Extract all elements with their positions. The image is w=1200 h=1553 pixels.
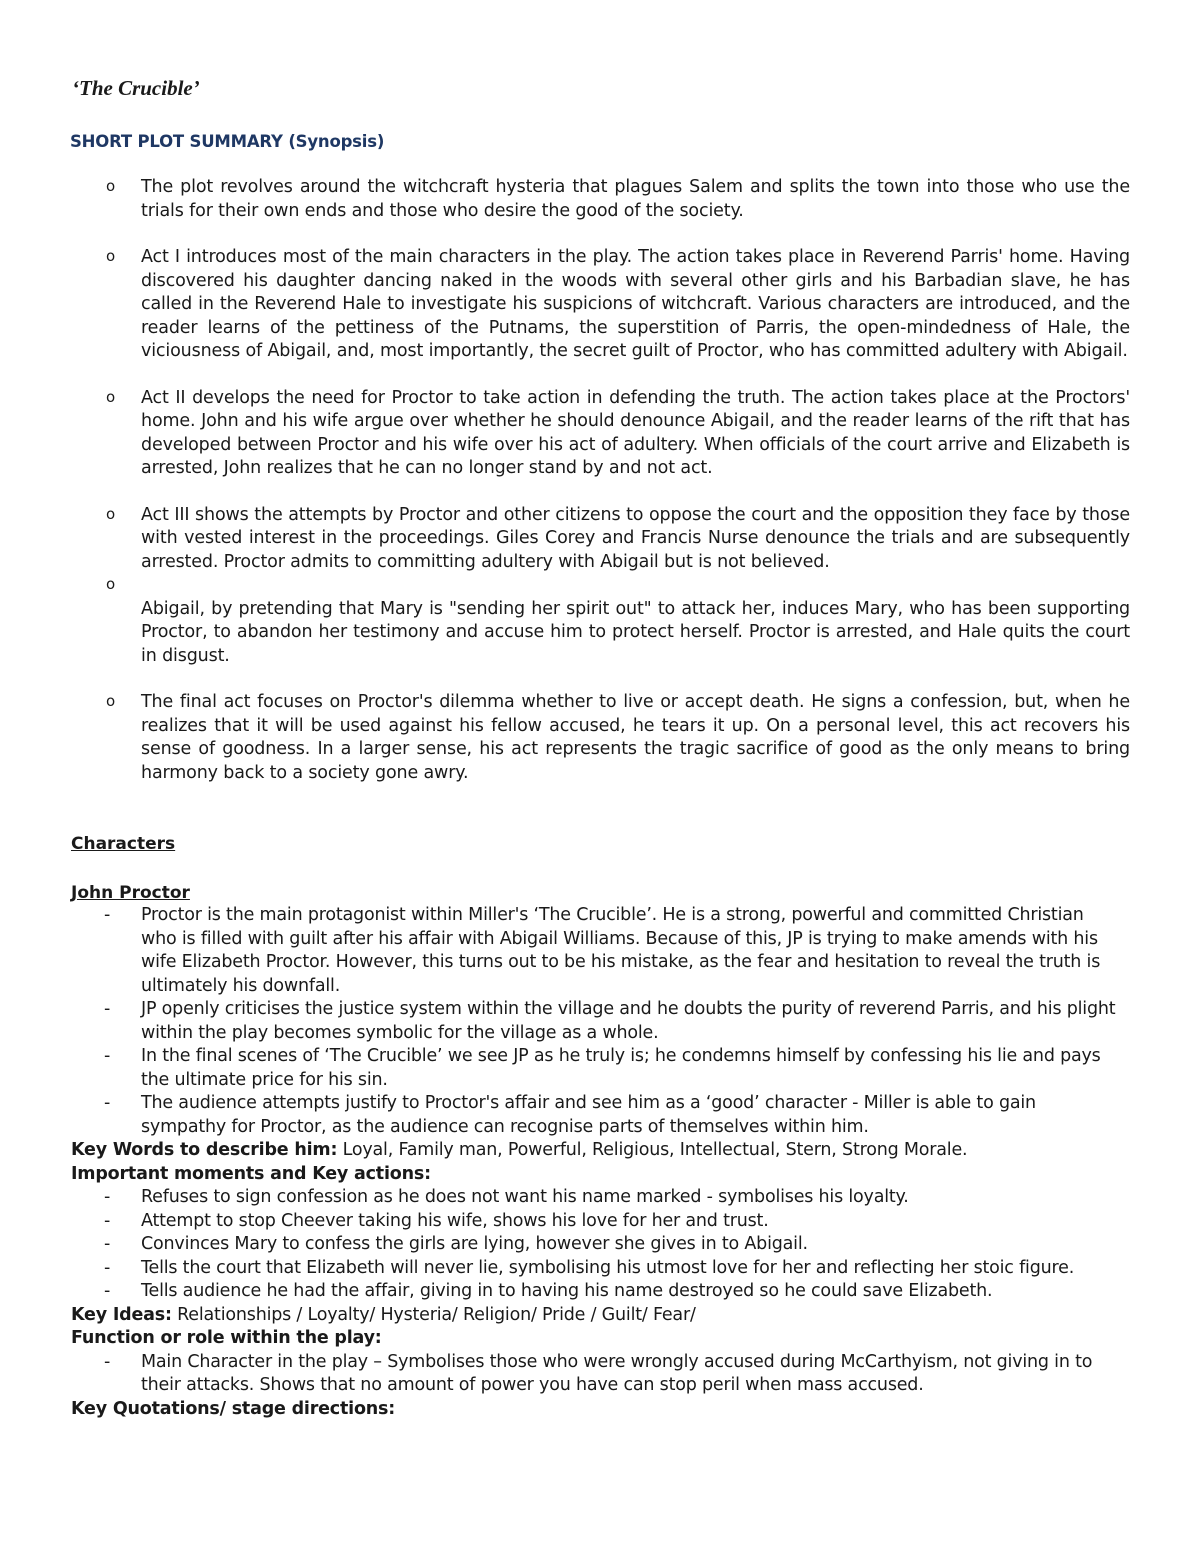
- moment-text: Tells audience he had the affair, giving in to having his name destroyed so he could save Elizabeth.: [141, 1281, 993, 1301]
- list-item: [0, 1092, 1200, 1139]
- key-ideas-line: [71, 1304, 1200, 1328]
- synopsis-item: [0, 387, 1200, 481]
- dash-bullet-icon: -: [104, 1210, 111, 1231]
- function-heading: [71, 1327, 1200, 1351]
- circle-bullet-icon: o: [106, 387, 116, 406]
- circle-bullet-icon: o: [106, 247, 116, 265]
- characters-heading: Characters: [71, 834, 176, 854]
- list-item: [0, 1045, 1200, 1092]
- circle-bullet-icon: o: [106, 575, 116, 593]
- circle-bullet-icon: o: [106, 504, 116, 523]
- point-text: Proctor is the main protagonist within Miller's ‘The Crucible’. He is a strong, powerful and committed Christian who is filled with guilt after his affair with Abigail Williams. Because of this, JP is trying to make amends with his wife Elizabeth Proctor. However, this turns out to be his mistake, as the fear and hesitation to reveal the truth is ultimately his downfall.: [141, 905, 1101, 996]
- synopsis-text: Act III shows the attempts by Proctor and other citizens to oppose the court and the opposition they face by those with vested interest in the proceedings. Giles Corey and Francis Nurse denounce the trials and are subsequently arrested. Proctor admits to committing adultery with Abigail but is not believed.: [141, 504, 1130, 572]
- dash-bullet-icon: -: [104, 999, 111, 1019]
- synopsis-text: The final act focuses on Proctor's dilemma whether to live or accept death. He signs a confession, but, when he realizes that it will be used against his fellow accused, he tears it up. On a personal level, this act recovers his sense of goodness. In a larger sense, his act represents the tragic sacrifice of good as the only means to bring harmony back to a society gone awry.: [141, 692, 1130, 783]
- dash-bullet-icon: -: [104, 1257, 111, 1278]
- point-text: The audience attempts justify to Proctor's affair and see him as a ‘good’ character - Miller is able to gain sympathy for Proctor, as the audience can recognise parts of themselves within him.: [141, 1093, 1036, 1137]
- list-item: [0, 1233, 1200, 1257]
- point-text: In the final scenes of ‘The Crucible’ we see JP as he truly is; he condemns himself by confessing his lie and pays the ultimate price for his sin.: [141, 1046, 1101, 1090]
- character-points: [0, 904, 1200, 1139]
- list-item: [0, 1280, 1200, 1304]
- moment-text: Refuses to sign confession as he does not want his name marked - symbolises his loyalty.: [141, 1187, 909, 1207]
- quotations-heading: [71, 1398, 1200, 1422]
- moments-label: Important moments and Key actions:: [71, 1163, 431, 1184]
- moment-text: Attempt to stop Cheever taking his wife, shows his love for her and trust.: [141, 1210, 769, 1231]
- list-item: [0, 998, 1200, 1045]
- list-item: [0, 1257, 1200, 1281]
- circle-bullet-icon: o: [106, 177, 116, 195]
- key-words-label: Key Words to describe him:: [71, 1140, 338, 1160]
- synopsis-text: Abigail, by pretending that Mary is "sending her spirit out" to attack her, induces Mary, who has been supporting Proctor, to abandon her testimony and accuse him to protect herself. Proctor is arrested, and Hale quits the court in disgust.: [141, 598, 1130, 666]
- circle-bullet-icon: o: [106, 692, 116, 710]
- moments-list: [0, 1186, 1200, 1304]
- synopsis-item: [0, 176, 1200, 223]
- synopsis-text: The plot revolves around the witchcraft hysteria that plagues Salem and splits the town into those who use the trials for their own ends and those who desire the good of the society.: [141, 177, 1130, 221]
- synopsis-text: Act I introduces most of the main characters in the play. The action takes place in Reverend Parris' home. Having discovered his daughter dancing naked in the woods with several other girls and his Barbadian slave, he has called in the Reverend Hale to investigate his suspicions of witchcraft. Various characters are introduced, and the reader learns of the pettiness of the Putnams, the superstition of Parris, the open-mindedness of Hale, the viciousness of Abigail, and, most importantly, the secret guilt of Proctor, who has committed adultery with Abigail.: [141, 247, 1130, 361]
- synopsis-item: [0, 691, 1200, 785]
- moment-text: Convinces Mary to confess the girls are lying, however she gives in to Abigail.: [141, 1234, 808, 1254]
- list-item: [0, 904, 1200, 998]
- quotations-label: Key Quotations/ stage directions:: [71, 1398, 396, 1419]
- character-name: John Proctor: [71, 883, 190, 903]
- moments-heading: [71, 1163, 1200, 1187]
- function-list: [0, 1351, 1200, 1398]
- list-item: [0, 1210, 1200, 1234]
- synopsis-item-empty: [0, 574, 1200, 598]
- synopsis-text: Act II develops the need for Proctor to take action in defending the truth. The action takes place at the Proctors' home. John and his wife argue over whether he should denounce Abigail, and the reader learns of the rift that has developed between Proctor and his wife over his act of adultery. When officials of the court arrive and Elizabeth is arrested, John realizes that he can no longer stand by and not act.: [141, 387, 1130, 478]
- synopsis-heading: SHORT PLOT SUMMARY (Synopsis): [70, 132, 385, 151]
- synopsis-item: [0, 504, 1200, 575]
- list-item: [0, 1186, 1200, 1210]
- dash-bullet-icon: -: [104, 1093, 111, 1113]
- point-text: JP openly criticises the justice system within the village and he doubts the purity of reverend Parris, and his plight within the play becomes symbolic for the village as a whole.: [141, 999, 1116, 1043]
- character-section: [0, 882, 1200, 1421]
- dash-bullet-icon: -: [104, 905, 111, 925]
- key-ideas-value: Relationships / Loyalty/ Hysteria/ Religion/ Pride / Guilt/ Fear/: [171, 1304, 696, 1325]
- document-title: ‘The Crucible’: [72, 76, 200, 100]
- synopsis-item: [0, 598, 1200, 669]
- dash-bullet-icon: -: [104, 1281, 111, 1301]
- synopsis-item: [0, 246, 1200, 364]
- key-words-value: Loyal, Family man, Powerful, Religious, Intellectual, Stern, Strong Morale.: [337, 1140, 968, 1160]
- key-ideas-label: Key Ideas:: [71, 1304, 172, 1325]
- dash-bullet-icon: -: [104, 1046, 111, 1066]
- dash-bullet-icon: -: [104, 1234, 111, 1254]
- key-words-line: [71, 1139, 1200, 1163]
- dash-bullet-icon: -: [104, 1351, 111, 1372]
- function-label: Function or role within the play:: [71, 1328, 382, 1348]
- function-text: Main Character in the play – Symbolises those who were wrongly accused during McCarthyism, not giving in to their attacks. Shows that no amount of power you have can stop peril when mass accused.: [141, 1351, 1093, 1395]
- list-item: [0, 1351, 1200, 1398]
- synopsis-list: [0, 176, 1200, 808]
- dash-bullet-icon: -: [104, 1187, 111, 1207]
- moment-text: Tells the court that Elizabeth will never lie, symbolising his utmost love for her and reflecting her stoic figure.: [141, 1257, 1075, 1278]
